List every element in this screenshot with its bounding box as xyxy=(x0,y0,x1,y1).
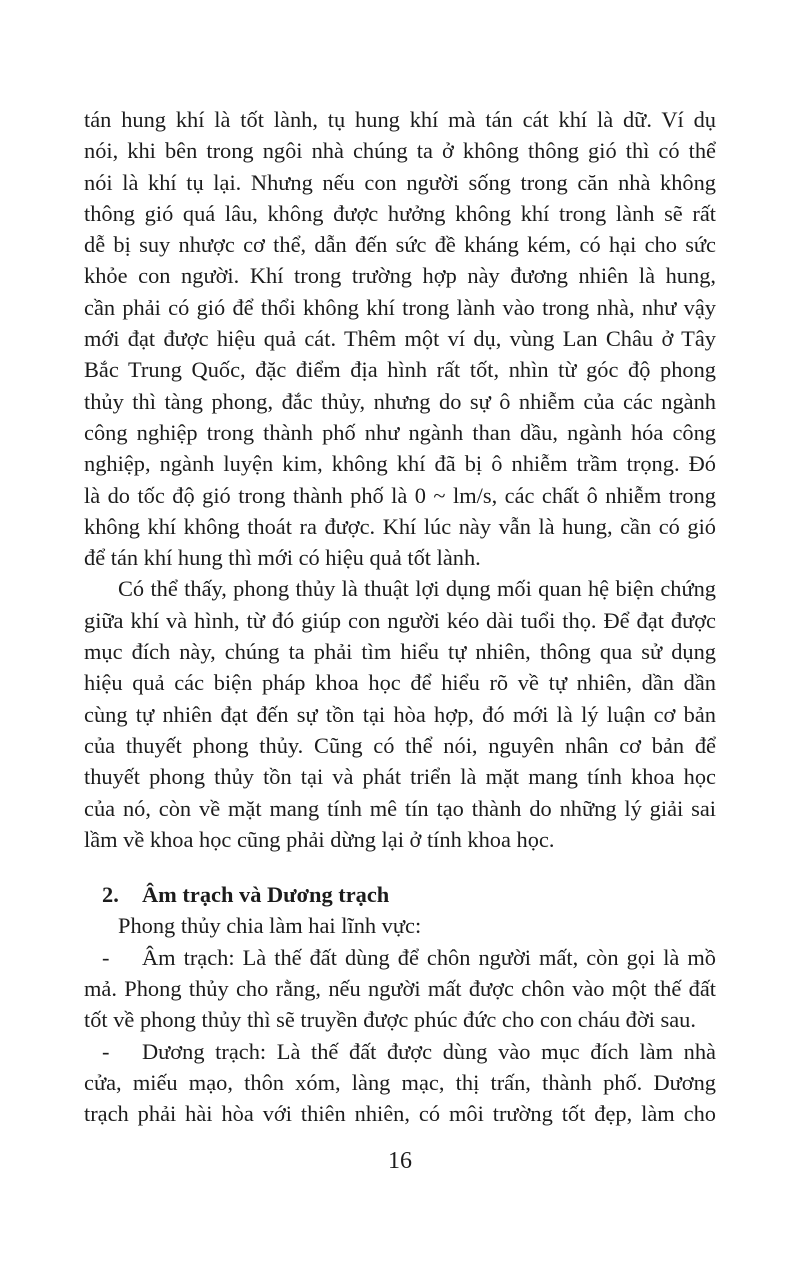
bullet-item-duong-trach xyxy=(84,1036,716,1130)
section-heading xyxy=(84,879,716,910)
book-page-body xyxy=(84,104,716,1130)
text-line: trạch phải hài hòa với thiên nhiên, có môi trường tốt đẹp, làm cho xyxy=(84,1101,716,1127)
text-line: công nghiệp trong thành phố như ngành than dầu, ngành hóa công xyxy=(84,419,716,445)
text-line: của nó, còn về mặt mang tính mê tín tạo thành do những lý giải sai xyxy=(84,795,716,821)
text-line: cần phải có gió để thổi không khí trong lành vào trong nhà, như vậy xyxy=(84,294,716,320)
text-line: nghiệp, ngành luyện kim, không khí đã bị ô nhiễm trầm trọng. Đó xyxy=(84,451,716,477)
text-line: là do tốc độ gió trong thành phố là 0 ~ lm/s, các chất ô nhiễm trong xyxy=(84,482,716,508)
bullet-dash: - xyxy=(102,944,110,970)
text-line: nói, khi bên trong ngôi nhà chúng ta ở không thông gió thì có thể xyxy=(84,138,716,164)
text-line: hiệu quả các biện pháp khoa học để hiểu rõ về tự nhiên, dần dần xyxy=(84,670,716,696)
text-line: của thuyết phong thủy. Cũng có thể nói, nguyên nhân cơ bản để xyxy=(84,732,716,758)
text-line: mả. Phong thủy cho rằng, nếu người mất được chôn vào một thế đất xyxy=(84,976,716,1002)
text-line: thuyết phong thủy tồn tại và phát triển là mặt mang tính khoa học xyxy=(84,764,716,790)
bullet-text-line: Dương trạch: Là thế đất được dùng vào mục đích làm nhà xyxy=(142,1038,716,1064)
text-line: nói là khí tụ lại. Nhưng nếu con người sống trong căn nhà không xyxy=(84,169,716,195)
text-line: thủy thì tàng phong, đắc thủy, nhưng do sự ô nhiễm của các ngành xyxy=(84,388,716,414)
paragraph-conclusion xyxy=(84,573,716,855)
text-line: giữa khí và hình, từ đó giúp con người kéo dài tuổi thọ. Để đạt được xyxy=(84,607,716,633)
section-title: Âm trạch và Dương trạch xyxy=(142,882,390,908)
page-number: 16 xyxy=(388,1148,412,1174)
text-line: cùng tự nhiên đạt đến sự tồn tại hòa hợp, đó mới là lý luận cơ bản xyxy=(84,701,716,727)
text-line: để tán khí hung thì mới có hiệu quả tốt lành. xyxy=(84,545,481,571)
text-line: lầm về khoa học cũng phải dừng lại ở tính khoa học. xyxy=(84,826,555,852)
text-line: thông gió quá lâu, không được hưởng không khí trong lành sẽ rất xyxy=(84,200,716,226)
text-line: tán hung khí là tốt lành, tụ hung khí mà tán cát khí là dữ. Ví dụ xyxy=(84,107,716,132)
text-line: Bắc Trung Quốc, đặc điểm địa hình rất tốt, nhìn từ góc độ phong xyxy=(84,357,716,383)
text-line: Có thể thấy, phong thủy là thuật lợi dụng mối quan hệ biện chứng xyxy=(118,576,716,602)
section-spacer xyxy=(84,855,716,879)
intro-line: Phong thủy chia làm hai lĩnh vực: xyxy=(118,913,422,939)
text-line: tốt về phong thủy thì sẽ truyền được phúc đức cho con cháu đời sau. xyxy=(84,1007,696,1033)
text-line: dễ bị suy nhược cơ thể, dẫn đến sức đề kháng kém, có hại cho sức xyxy=(84,232,716,258)
text-line: cửa, miếu mạo, thôn xóm, làng mạc, thị trấn, thành phố. Dương xyxy=(84,1069,716,1095)
bullet-text-line: Âm trạch: Là thế đất dùng để chôn người mất, còn gọi là mồ xyxy=(142,944,716,970)
text-line: khỏe con người. Khí trong trường hợp này đương nhiên là hung, xyxy=(84,263,716,289)
text-line: không khí không thoát ra được. Khí lúc này vẫn là hung, cần có gió xyxy=(84,513,716,539)
bullet-item-am-trach xyxy=(84,942,716,1036)
section-number: 2. xyxy=(102,882,119,908)
text-line: mới đạt được hiệu quả cát. Thêm một ví dụ, vùng Lan Châu ở Tây xyxy=(84,326,716,352)
bullet-dash: - xyxy=(102,1038,110,1064)
text-line: mục đích này, chúng ta phải tìm hiểu tự nhiên, thông qua sử dụng xyxy=(84,639,716,665)
paragraph-continuation xyxy=(84,104,716,573)
